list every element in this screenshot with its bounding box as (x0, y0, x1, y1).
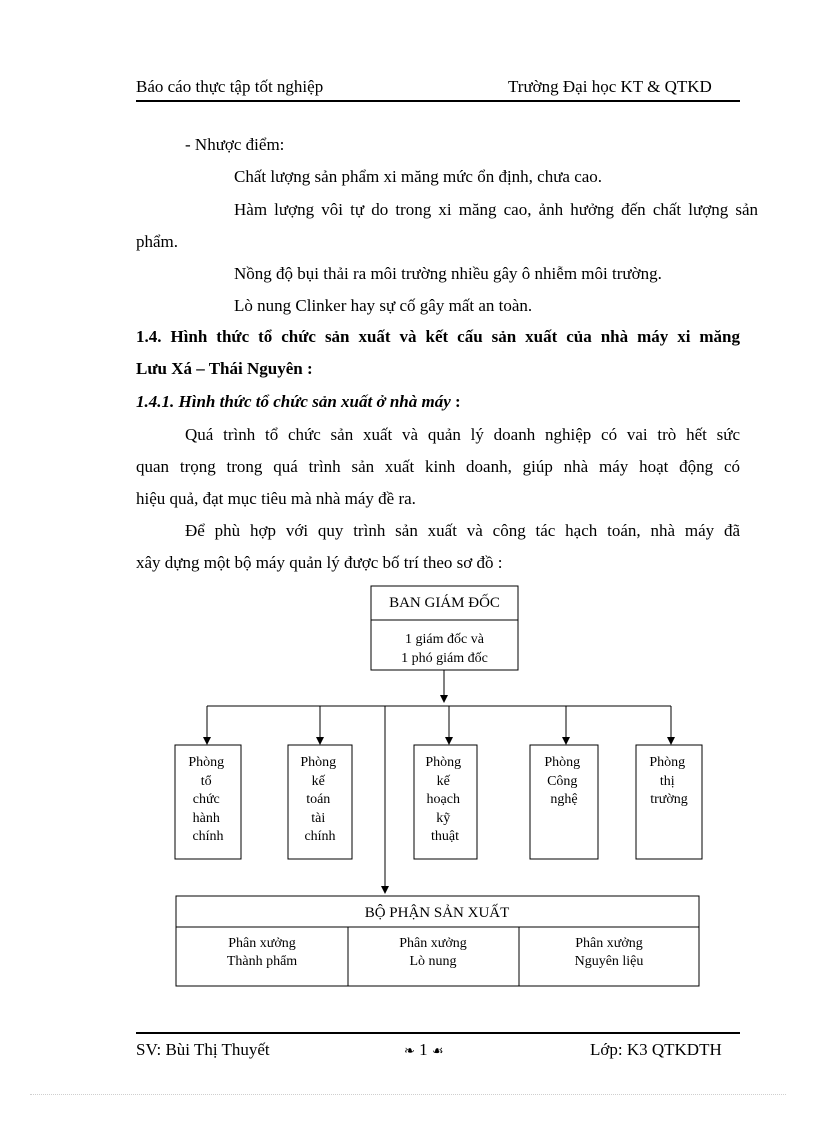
board-of-directors-box (371, 586, 518, 670)
department-line: tổ (200, 774, 212, 789)
department-line: chức (192, 792, 220, 807)
department-line: kế (436, 774, 450, 789)
list-item: Chất lượng sản phẩm xi măng mức ổn định, chưa cao. (234, 167, 603, 186)
department-line: Phòng (544, 755, 581, 770)
department-line: toán (306, 792, 331, 807)
workshop-line2: Thành phẩm (226, 954, 298, 969)
department-box (288, 745, 352, 859)
paragraph-2-line: xây dựng một bộ máy quản lý được bố trí theo sơ đồ : (136, 553, 503, 572)
department-box (175, 745, 241, 859)
department-line: thị (659, 774, 675, 789)
page-bottom-dotted-line (30, 1094, 786, 1095)
footer-student: SV: Bùi Thị Thuyết (136, 1040, 270, 1059)
department-line: hoạch (426, 792, 460, 807)
svg-text:Phòng kế toán (300, 755, 339, 844)
footer-page-number (404, 1040, 444, 1060)
department-line: nghệ (550, 792, 578, 807)
section-heading-1-4-line1: 1.4. Hình thức tổ chức sản xuất và kết cấu sản xuất của nhà máy xi măng (136, 327, 740, 346)
department-line: kế (311, 774, 325, 789)
footer-class: Lớp: K3 QTKDTH (590, 1040, 722, 1059)
ornament-right-icon: ☙ (431, 1044, 444, 1059)
workshop-line1: Phân xưởng (228, 936, 296, 951)
workshop-line1: Phân xưởng (575, 936, 643, 951)
page-number: 1 (419, 1040, 428, 1059)
paragraph-1-line: hiệu quả, đạt mục tiêu mà nhà máy đề ra. (136, 489, 416, 508)
header-school-name: Trường Đại học KT & QTKD (508, 77, 712, 96)
department-line: thuật (431, 829, 459, 844)
paragraph-1-line: Quá trình tổ chức sản xuất và quản lý doanh nghiệp có vai trò hết sức (185, 425, 740, 444)
department-line: hành (192, 811, 220, 826)
footer-rule (136, 1032, 740, 1034)
department-line: Công (547, 774, 578, 789)
list-item: Hàm lượng vôi tự do trong xi măng cao, ảnh hưởng đến chất lượng sản (234, 200, 758, 219)
department-box (530, 745, 598, 859)
department-line: Phòng (188, 755, 225, 770)
department-line: Phòng (425, 755, 462, 770)
list-item-continuation: phẩm. (136, 232, 179, 251)
subsection-heading-suffix: : (450, 392, 461, 411)
production-title: BỘ PHẬN SẢN XUẤT (364, 905, 510, 921)
subsection-heading-text: 1.4.1. Hình thức tổ chức sản xuất ở nhà máy (136, 392, 451, 411)
department-line: Phòng (300, 755, 337, 770)
svg-text:Phòng kế hoạch (425, 755, 464, 844)
list-item: Nồng độ bụi thải ra môi trường nhiều gây ô nhiễm môi trường. (234, 264, 662, 283)
department-line: kỹ (436, 811, 451, 826)
department-line: trường (650, 792, 688, 807)
department-line: chính (304, 829, 336, 844)
svg-text:Phòng tổ chức (188, 755, 227, 844)
board-title: BAN GIÁM ĐỐC (389, 595, 500, 611)
header-report-title: Báo cáo thực tập tốt nghiệp (136, 77, 324, 96)
board-sub-line1: 1 giám đốc và (405, 632, 484, 647)
nhuoc-diem-label: - Nhược điểm: (185, 135, 285, 154)
ornament-left-icon: ❧ (404, 1044, 415, 1059)
production-division-box (176, 896, 699, 986)
department-box (414, 745, 477, 859)
workshop-line2: Lò nung (409, 954, 457, 969)
workshop-line1: Phân xưởng (399, 936, 467, 951)
workshop-line2: Nguyên liệu (574, 954, 644, 969)
list-item: Lò nung Clinker hay sự cố gây mất an toàn. (234, 296, 533, 315)
department-box (636, 745, 702, 859)
paragraph-2-line: Để phù hợp với quy trình sản xuất và công tác hạch toán, nhà máy đã (185, 521, 740, 540)
board-sub-line2: 1 phó giám đốc (401, 651, 488, 666)
department-line: Phòng (649, 755, 686, 770)
paragraph-1-line: quan trọng trong quá trình sản xuất kinh doanh, giúp nhà máy hoạt động có (136, 457, 740, 476)
department-line: chính (192, 829, 224, 844)
section-heading-1-4-line2: Lưu Xá – Thái Nguyên : (136, 359, 313, 378)
department-line: tài (311, 811, 326, 826)
